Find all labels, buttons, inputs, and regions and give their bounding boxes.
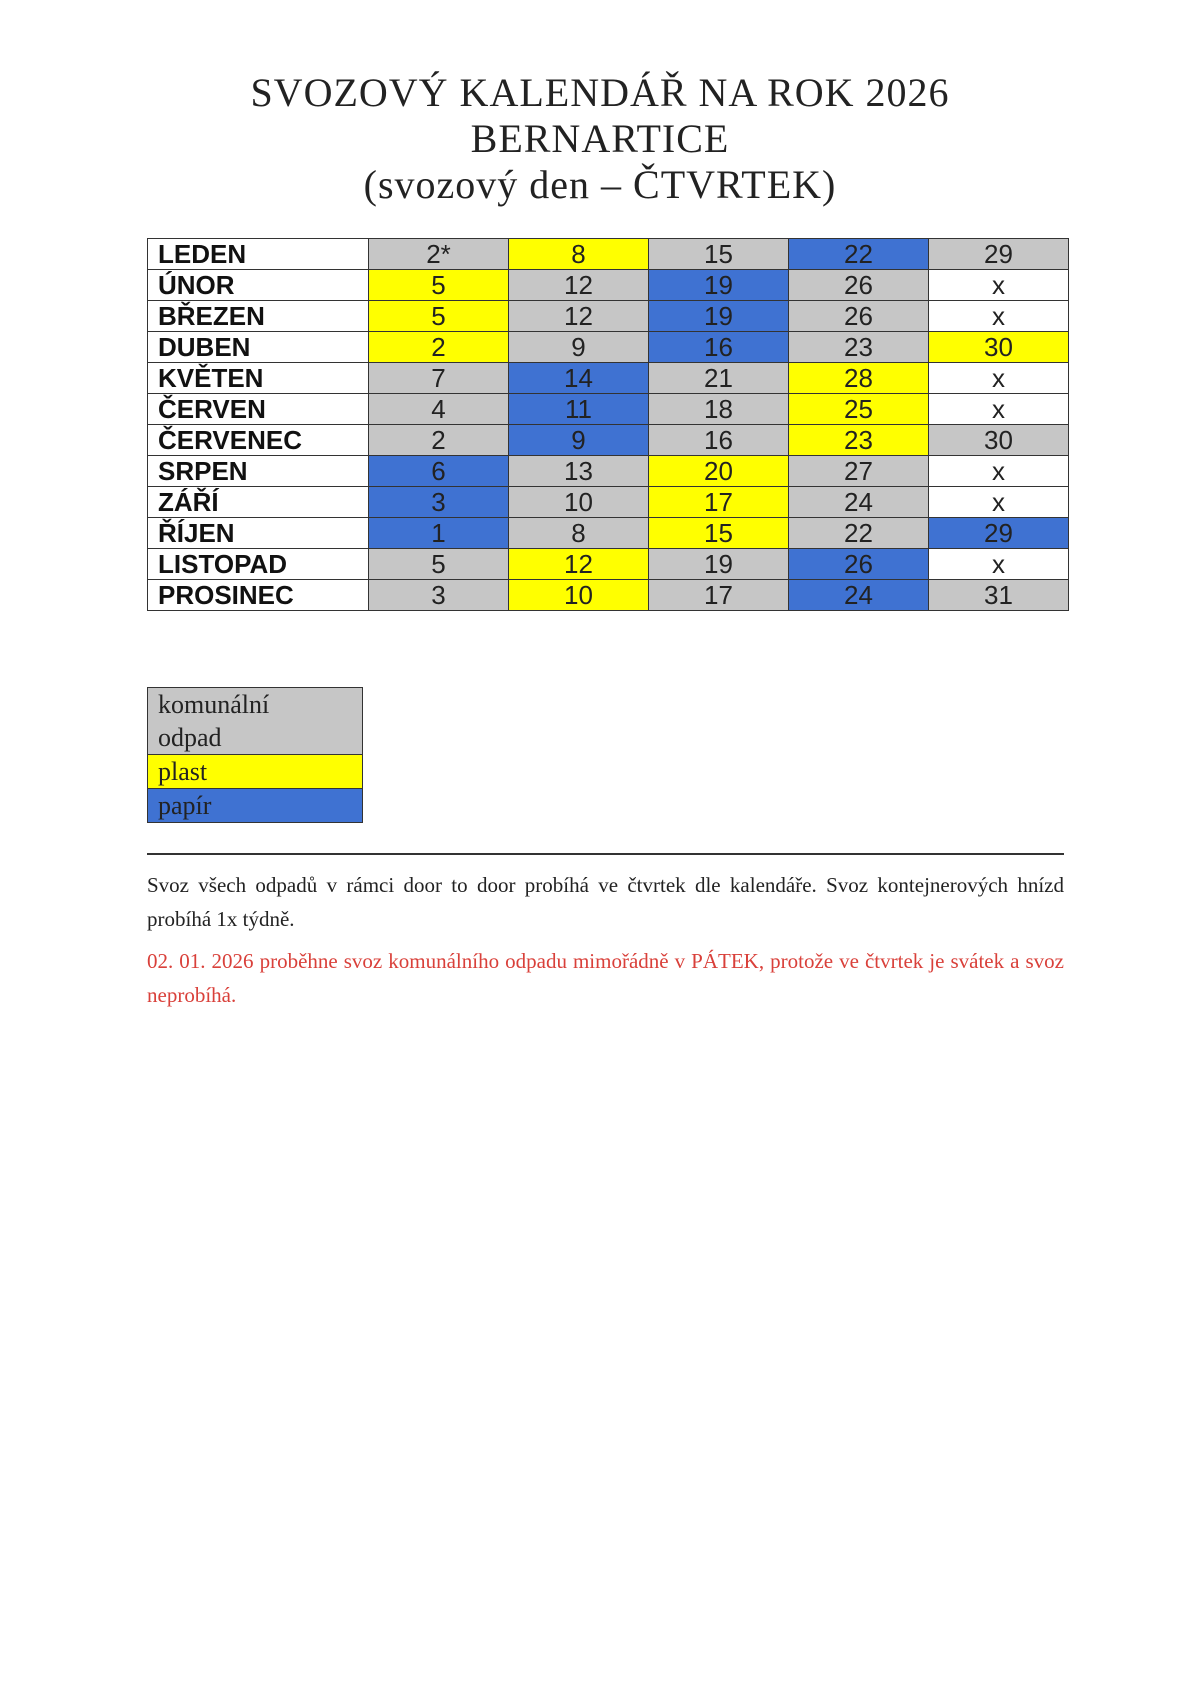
- calendar-row: [148, 394, 1069, 425]
- collection-day-cell: 26: [789, 549, 929, 580]
- collection-day-cell: 8: [509, 518, 649, 549]
- collection-day-cell: 7: [369, 363, 509, 394]
- calendar-row: [148, 487, 1069, 518]
- collection-day-cell: 10: [509, 580, 649, 611]
- collection-day-cell: 2*: [369, 239, 509, 270]
- collection-day-cell: 27: [789, 456, 929, 487]
- collection-day-cell: 16: [649, 332, 789, 363]
- calendar-row: [148, 239, 1069, 270]
- collection-day-cell: 23: [789, 332, 929, 363]
- collection-day-cell: 2: [369, 425, 509, 456]
- collection-day-cell: 29: [929, 239, 1069, 270]
- month-label: ŘÍJEN: [148, 518, 369, 549]
- collection-day-cell: 14: [509, 363, 649, 394]
- collection-day-cell: 6: [369, 456, 509, 487]
- collection-day-cell: 18: [649, 394, 789, 425]
- month-label: ZÁŘÍ: [148, 487, 369, 518]
- collection-day-cell: 16: [649, 425, 789, 456]
- collection-day-subtitle: (svozový den – ČTVRTEK): [363, 162, 837, 207]
- collection-calendar-table: [147, 238, 1069, 611]
- collection-day-cell: 8: [509, 239, 649, 270]
- legend: [147, 687, 363, 823]
- document-header: [0, 70, 1200, 208]
- calendar-row: [148, 580, 1069, 611]
- calendar-row: [148, 549, 1069, 580]
- collection-day-cell: 10: [509, 487, 649, 518]
- collection-day-cell: 24: [789, 487, 929, 518]
- collection-day-cell: 2: [369, 332, 509, 363]
- page-title: SVOZOVÝ KALENDÁŘ NA ROK 2026: [250, 70, 950, 115]
- collection-day-cell: x: [929, 301, 1069, 332]
- collection-day-cell: 26: [789, 301, 929, 332]
- legend-label: odpad: [158, 723, 222, 752]
- month-label: LISTOPAD: [148, 549, 369, 580]
- month-label: KVĚTEN: [148, 363, 369, 394]
- collection-day-cell: 5: [369, 301, 509, 332]
- legend-item-komunalni: [148, 688, 362, 754]
- collection-day-cell: 12: [509, 270, 649, 301]
- calendar-row: [148, 270, 1069, 301]
- collection-day-cell: 5: [369, 270, 509, 301]
- legend-label: plast: [158, 757, 208, 786]
- collection-day-cell: 23: [789, 425, 929, 456]
- month-label: DUBEN: [148, 332, 369, 363]
- collection-day-cell: x: [929, 363, 1069, 394]
- collection-day-cell: 26: [789, 270, 929, 301]
- collection-day-cell: 24: [789, 580, 929, 611]
- collection-day-cell: 15: [649, 518, 789, 549]
- collection-day-cell: x: [929, 549, 1069, 580]
- calendar-row: [148, 363, 1069, 394]
- collection-day-cell: 28: [789, 363, 929, 394]
- calendar-row: [148, 518, 1069, 549]
- collection-day-cell: 3: [369, 487, 509, 518]
- legend-item-plast: [148, 754, 362, 788]
- collection-day-cell: 22: [789, 239, 929, 270]
- month-label: ČERVENEC: [148, 425, 369, 456]
- legend-label: papír: [158, 791, 212, 820]
- collection-day-cell: 21: [649, 363, 789, 394]
- collection-day-cell: 20: [649, 456, 789, 487]
- divider-line: [147, 853, 1064, 855]
- collection-day-cell: 12: [509, 301, 649, 332]
- collection-day-cell: 1: [369, 518, 509, 549]
- calendar-body: [148, 239, 1069, 611]
- collection-day-cell: 31: [929, 580, 1069, 611]
- collection-day-cell: 30: [929, 332, 1069, 363]
- collection-day-cell: x: [929, 487, 1069, 518]
- collection-day-cell: 9: [509, 332, 649, 363]
- collection-day-cell: 30: [929, 425, 1069, 456]
- collection-day-cell: x: [929, 394, 1069, 425]
- collection-day-cell: 9: [509, 425, 649, 456]
- collection-day-cell: 25: [789, 394, 929, 425]
- calendar-row: [148, 456, 1069, 487]
- legend-item-papir: [148, 788, 362, 822]
- collection-day-cell: 5: [369, 549, 509, 580]
- calendar-row: [148, 301, 1069, 332]
- collection-day-cell: 22: [789, 518, 929, 549]
- month-label: LEDEN: [148, 239, 369, 270]
- collection-day-cell: 29: [929, 518, 1069, 549]
- month-label: BŘEZEN: [148, 301, 369, 332]
- general-note: Svoz všech odpadů v rámci door to door probíhá ve čtvrtek dle kalendáře. Svoz kontejnerových hnízd probíhá 1x týdně.: [147, 873, 1064, 931]
- collection-day-cell: 13: [509, 456, 649, 487]
- collection-day-cell: 4: [369, 394, 509, 425]
- collection-day-cell: 17: [649, 487, 789, 518]
- month-label: ČERVEN: [148, 394, 369, 425]
- calendar-row: [148, 425, 1069, 456]
- legend-label: komunální: [158, 690, 270, 719]
- collection-day-cell: x: [929, 270, 1069, 301]
- holiday-notice: 02. 01. 2026 proběhne svoz komunálního odpadu mimořádně v PÁTEK, protože ve čtvrtek je svátek a svoz neprobíhá.: [147, 949, 1064, 1007]
- collection-day-cell: 19: [649, 549, 789, 580]
- collection-day-cell: x: [929, 456, 1069, 487]
- location-title: BERNARTICE: [470, 116, 730, 161]
- month-label: PROSINEC: [148, 580, 369, 611]
- collection-day-cell: 15: [649, 239, 789, 270]
- month-label: SRPEN: [148, 456, 369, 487]
- collection-day-cell: 11: [509, 394, 649, 425]
- collection-day-cell: 19: [649, 270, 789, 301]
- month-label: ÚNOR: [148, 270, 369, 301]
- collection-day-cell: 17: [649, 580, 789, 611]
- collection-day-cell: 19: [649, 301, 789, 332]
- collection-day-cell: 12: [509, 549, 649, 580]
- collection-day-cell: 3: [369, 580, 509, 611]
- calendar-row: [148, 332, 1069, 363]
